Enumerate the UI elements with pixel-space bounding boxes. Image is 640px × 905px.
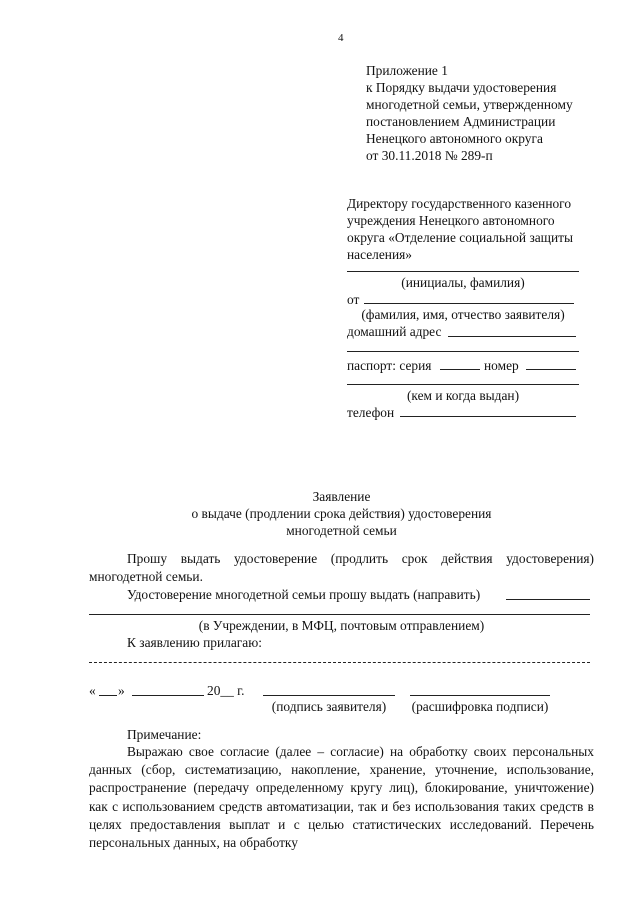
date-quote-open: « bbox=[89, 683, 96, 698]
signature-caption: (подпись заявителя) bbox=[271, 699, 387, 714]
date-month-line[interactable] bbox=[132, 695, 204, 696]
appendix-line: многодетной семьи, утвержденному bbox=[366, 97, 573, 112]
decode-caption: (расшифровка подписи) bbox=[411, 699, 549, 714]
issue-field-line-2[interactable] bbox=[89, 614, 590, 615]
attach-line-text: К заявлению прилагаю: bbox=[127, 635, 262, 650]
decode-line[interactable] bbox=[410, 695, 550, 696]
issued-caption: (кем и когда выдан) bbox=[406, 388, 520, 403]
addressee-line: округа «Отделение социальной защиты bbox=[347, 230, 573, 245]
issue-line-text: Удостоверение многодетной семьи прошу выдать (направить) bbox=[127, 587, 481, 602]
date-quote-close: » bbox=[118, 683, 125, 698]
appendix-line: Приложение 1 bbox=[366, 63, 448, 78]
note-title: Примечание: bbox=[127, 727, 202, 742]
statement-subtitle-2: многодетной семьи bbox=[286, 523, 397, 538]
date-year: 20__ г. bbox=[207, 683, 245, 698]
attach-field-line[interactable] bbox=[89, 662, 590, 663]
initials-caption: (инициалы, фамилия) bbox=[401, 275, 525, 290]
passport-series-line[interactable] bbox=[440, 369, 480, 370]
issue-caption: (в Учреждении, в МФЦ, почтовым отправлением) bbox=[198, 618, 485, 633]
phone-label: телефон bbox=[347, 405, 395, 420]
issue-field-line[interactable] bbox=[506, 599, 590, 600]
page-number: 4 bbox=[338, 32, 344, 44]
passport-number-label: номер bbox=[484, 358, 519, 373]
addressee-line: населения» bbox=[347, 247, 412, 262]
note-paragraph: Выражаю свое согласие (далее – согласие) на обработку своих персональных данных (сбор, систематизацию, накопление, хранение, уточнение, использование, распространение (передачу определенному кругу лиц), блокирование, уничтожение) как с использованием средств автоматизации, так и без использования таких средств в целях предоставления выплат и с целью статистических исследований. Перечень персональных данных, на обработку bbox=[89, 744, 594, 851]
statement-title: Заявление bbox=[312, 489, 371, 504]
address-field-line-2[interactable] bbox=[347, 351, 579, 352]
appendix-line: к Порядку выдачи удостоверения bbox=[366, 80, 557, 95]
passport-series-label: паспорт: серия bbox=[347, 358, 432, 373]
appendix-line: Ненецкого автономного округа bbox=[366, 131, 543, 146]
passport-number-line[interactable] bbox=[526, 369, 576, 370]
initials-field-line[interactable] bbox=[347, 271, 579, 272]
statement-subtitle: о выдаче (продлении срока действия) удостоверения bbox=[191, 506, 492, 521]
from-field-line[interactable] bbox=[364, 303, 574, 304]
fio-caption: (фамилия, имя, отчество заявителя) bbox=[361, 307, 565, 322]
addressee-line: Директору государственного казенного bbox=[347, 196, 572, 211]
signature-line[interactable] bbox=[263, 695, 395, 696]
phone-field-line[interactable] bbox=[400, 416, 576, 417]
appendix-line: постановлением Администрации bbox=[366, 114, 556, 129]
from-label: от bbox=[347, 292, 360, 307]
address-label: домашний адрес bbox=[347, 324, 442, 339]
request-paragraph: Прошу выдать удостоверение (продлить срок действия удостоверения) многодетной семьи. bbox=[89, 551, 594, 585]
date-day-line[interactable] bbox=[99, 695, 117, 696]
address-field-line[interactable] bbox=[448, 336, 576, 337]
issued-field-line[interactable] bbox=[347, 384, 579, 385]
addressee-line: учреждения Ненецкого автономного bbox=[347, 213, 555, 228]
appendix-line: от 30.11.2018 № 289-п bbox=[366, 148, 493, 163]
